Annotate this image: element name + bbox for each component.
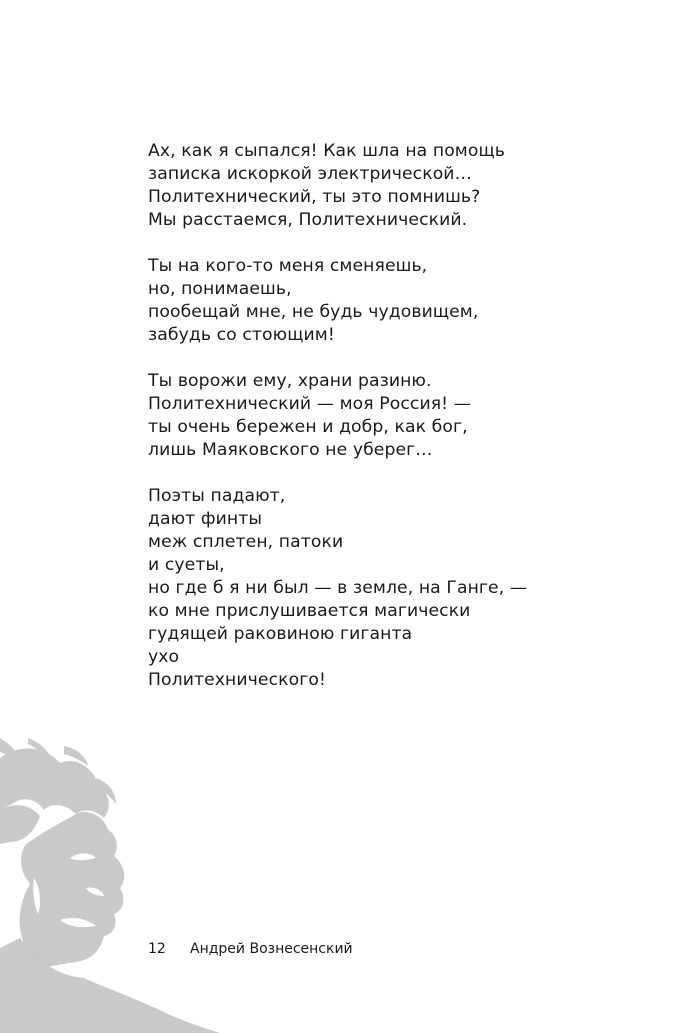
poem-line: меж сплетен, патоки	[148, 532, 344, 552]
poem-line: ты очень бережен и добр, как бог,	[148, 417, 468, 437]
stanza-3	[148, 370, 568, 462]
poem-line: но где б я ни был — в земле, на Ганге, —	[148, 578, 528, 598]
poem-line: записка искоркой электрической…	[148, 164, 472, 184]
author-name: Андрей Вознесенский	[190, 941, 353, 957]
poem-line: Поэты падают,	[148, 486, 286, 506]
poem-line: дают финты	[148, 509, 263, 529]
poem-line: Политехнический — моя Россия! —	[148, 394, 471, 414]
portrait-sketch-icon	[0, 738, 220, 1033]
poem-line: лишь Маяковского не уберег…	[148, 440, 433, 460]
poem-line: пообещай мне, не будь чудовищем,	[148, 302, 479, 322]
poem-line: Политехнического!	[148, 670, 326, 690]
stanza-4	[148, 485, 568, 692]
stanza-1	[148, 140, 568, 232]
poem-line: Ах, как я сыпался! Как шла на помощь	[148, 141, 506, 161]
poem-line: Мы расстаемся, Политехнический.	[148, 210, 468, 230]
poem-line: но, понимаешь,	[148, 279, 292, 299]
poem-text	[148, 140, 568, 715]
stanza-2	[148, 255, 568, 347]
poem-line: Политехнический, ты это помнишь?	[148, 187, 481, 207]
page-number: 12	[148, 941, 166, 957]
page-footer	[148, 940, 353, 958]
poem-line: Ты ворожи ему, храни разиню.	[148, 371, 432, 391]
poem-line: Ты на кого-то меня сменяешь,	[148, 256, 428, 276]
poem-line: ухо	[148, 647, 180, 667]
poem-line: гудящей раковиною гиганта	[148, 624, 413, 644]
poem-line: забудь со стоющим!	[148, 325, 335, 345]
poem-line: ко мне прислушивается магически	[148, 601, 471, 621]
poem-line: и суеты,	[148, 555, 225, 575]
